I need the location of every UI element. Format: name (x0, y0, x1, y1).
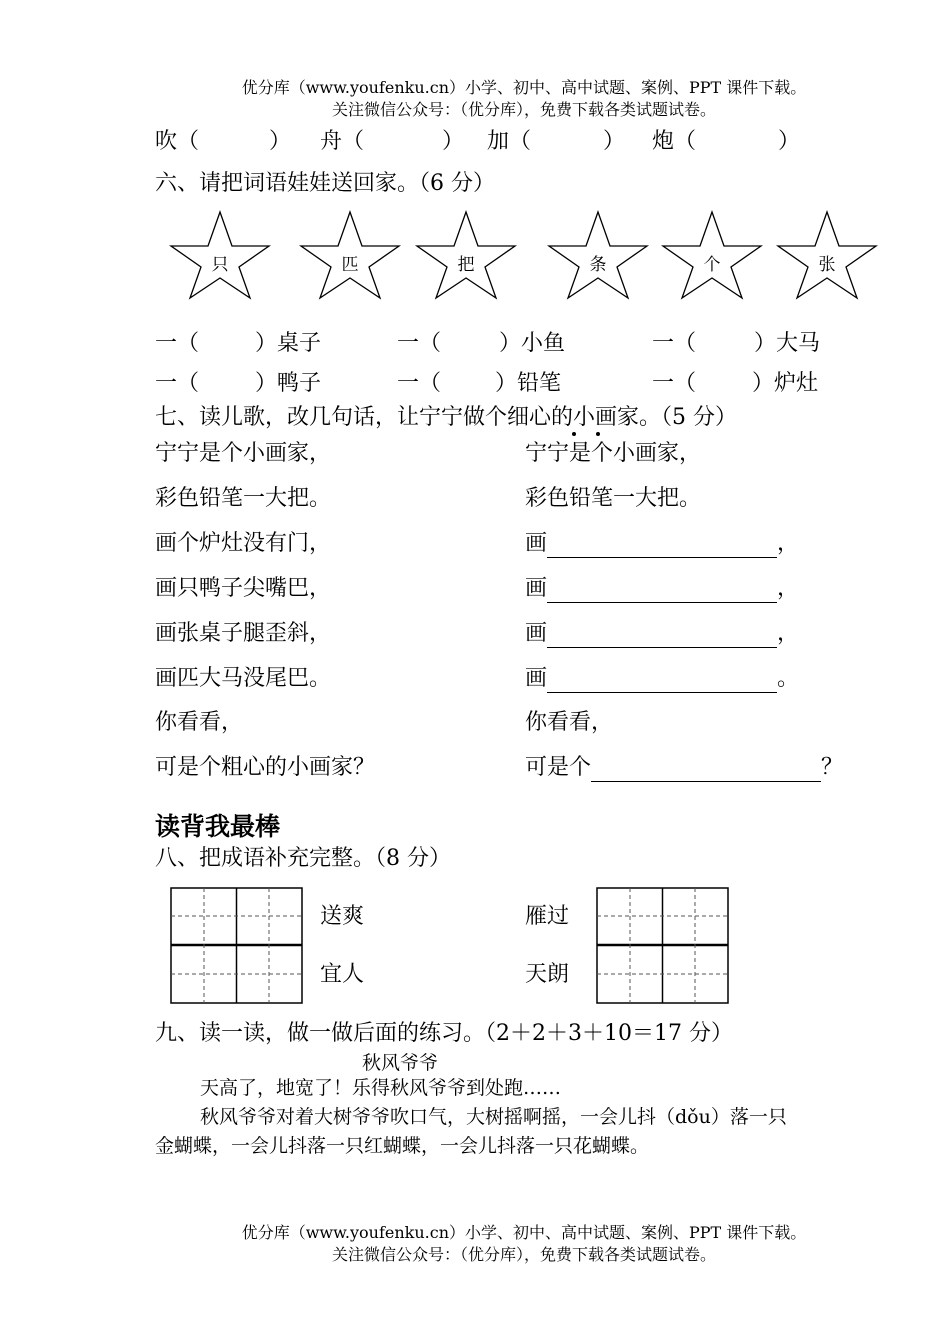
poem-right-line-1: 宁宁是个小画家， (525, 441, 702, 466)
top-item-4: 炮（ ） (652, 129, 801, 154)
mw-row2-item3: 一（ ）炉灶 (652, 371, 819, 396)
mw-row1-item1: 一（ ）桌子 (155, 331, 322, 356)
poem-right-blank-4: 画 。 (525, 666, 800, 691)
mw-row2-item2: 一（ ）铅笔 (397, 371, 562, 396)
poem-left-line-8: 可是个粗心的小画家？ (155, 755, 376, 780)
poem-right-last: 可是个 ？ (525, 755, 844, 780)
passage-para-2-line-2: 金蝴蝶，一会儿抖落一只红蝴蝶，一会儿抖落一只花蝴蝶。 (155, 1135, 650, 1157)
star-2 (298, 208, 402, 300)
poem-left-line-5: 画张桌子腿歪斜， (155, 621, 332, 646)
footer-line-1: 优分库（www.youfenku.cn）小学、初中、高中试题、案例、PPT 课件下载。 (241, 1223, 807, 1242)
passage-para-2-line-1: 秋风爷爷对着大树爷爷吹口气，大树摇啊摇，一会儿抖（dǒu）落一只 (200, 1106, 787, 1128)
star-2-label: 匹 (341, 255, 359, 275)
emphasis-dot-2 (596, 432, 600, 436)
top-item-3: 加（ ） (487, 129, 626, 154)
section6-title: 六、请把词语娃娃送回家。（6 分） (155, 171, 495, 196)
poem-right-blank-3: 画 ， (525, 621, 800, 646)
header-line-2: 关注微信公众号：（优分库），免费下载各类试题试卷。 (331, 100, 716, 119)
header-line-1: 优分库（www.youfenku.cn）小学、初中、高中试题、案例、PPT 课件下载。 (241, 78, 807, 97)
idiom-grid-left[interactable] (170, 887, 304, 1005)
poem-left-line-1: 宁宁是个小画家， (155, 441, 332, 466)
poem-left-line-6: 画匹大马没尾巴。 (155, 666, 332, 691)
star-1-label: 只 (211, 255, 229, 275)
poem-right-look: 你看看， (525, 710, 614, 735)
idiom-grid-right[interactable] (596, 887, 730, 1005)
idiom-left-word-1: 送爽 (320, 904, 365, 929)
answer-line-3[interactable] (547, 625, 777, 648)
section9-title: 九、读一读，做一做后面的练习。（2＋2＋3＋10＝17 分） (155, 1021, 733, 1046)
poem-right-blank-2: 画 ， (525, 576, 800, 601)
poem-left-line-2: 彩色铅笔一大把。 (155, 486, 332, 511)
answer-line-5[interactable] (591, 759, 821, 782)
star-4 (546, 208, 650, 300)
poem-left-line-3: 画个炉灶没有门， (155, 531, 332, 556)
star-6-label: 张 (818, 255, 836, 275)
top-item-2: 舟（ ） (320, 129, 465, 154)
passage-para-1: 天高了，地宽了！乐得秋风爷爷到处跑…… (200, 1077, 562, 1099)
section7-title: 七、读儿歌，改几句话，让宁宁做个细心的小画家。（5 分） (155, 405, 737, 430)
poem-left-line-7: 你看看， (155, 710, 244, 735)
top-item-1: 吹（ ） (155, 129, 292, 154)
section8-title: 八、把成语补充完整。（8 分） (155, 846, 451, 871)
idiom-right-word-1: 雁过 (525, 904, 570, 929)
star-4-label: 条 (589, 255, 607, 275)
star-5-label: 个 (703, 255, 721, 275)
poem-left-line-4: 画只鸭子尖嘴巴， (155, 576, 332, 601)
mw-row1-item2: 一（ ）小鱼 (397, 331, 566, 356)
mw-row1-item3: 一（ ）大马 (652, 331, 821, 356)
bold-section-title: 读背我最棒 (155, 812, 281, 841)
footer-line-2: 关注微信公众号：（优分库），免费下载各类试题试卷。 (331, 1245, 716, 1264)
star-5 (660, 208, 764, 300)
idiom-right-word-2: 天朗 (525, 962, 570, 987)
star-3-label: 把 (457, 255, 475, 275)
star-3 (414, 208, 518, 300)
poem-right-blank-1: 画 ， (525, 531, 800, 556)
answer-line-2[interactable] (547, 580, 777, 603)
star-6 (775, 208, 879, 300)
answer-line-4[interactable] (547, 670, 777, 693)
emphasis-dot-1 (572, 432, 576, 436)
mw-row2-item1: 一（ ）鸭子 (155, 371, 322, 396)
answer-line-1[interactable] (547, 535, 777, 558)
star-1 (168, 208, 272, 300)
passage-title: 秋风爷爷 (362, 1052, 439, 1074)
poem-right-line-2: 彩色铅笔一大把。 (525, 486, 702, 511)
idiom-left-word-2: 宜人 (320, 962, 365, 987)
